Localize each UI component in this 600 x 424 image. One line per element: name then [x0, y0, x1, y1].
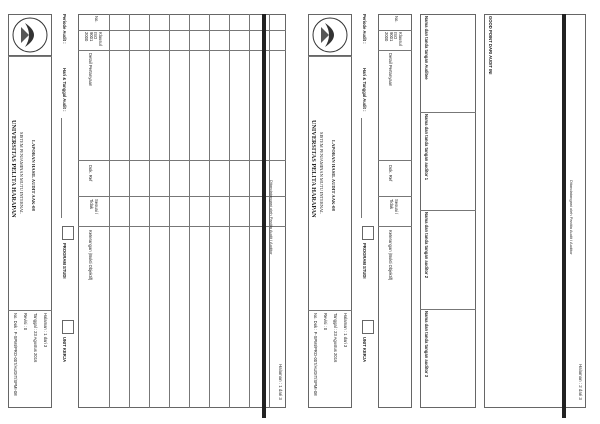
doc-number: No. Dok : F-SPMI/PRO-007/AUDIT/SPMI-08	[313, 313, 318, 396]
hari-label: Hari & Tanggal Audit :	[62, 68, 67, 112]
form-page-2	[300, 0, 600, 424]
col-detail: Detail Pertanyaan	[88, 53, 93, 87]
periode-label: Periode Audit :	[62, 14, 67, 44]
prodi-checkbox[interactable]	[62, 226, 74, 240]
col-dok: Dok. Ref	[388, 165, 393, 182]
footer-page-1: Halaman : 1 dari 3	[278, 364, 283, 400]
page-count: Halaman : 1 dari 3	[43, 313, 48, 348]
doc-number: No. Dok : F-SPMI/PRO-007/AUDIT/SPMI-08	[13, 313, 18, 396]
hari-label: Hari & Tanggal Audit :	[362, 68, 367, 112]
report-title: LAPORAN HASIL AUDIT AAK-08	[31, 140, 36, 211]
unit-checkbox[interactable]	[362, 320, 374, 334]
col-no: No.	[394, 16, 399, 23]
prodi-label: PROGRAM STUDI	[362, 243, 367, 279]
university-title: UNIVERSITAS PELITA HARAPAN	[310, 120, 317, 218]
sign-auditor-2: Nama dan tanda tangan auditor 2	[424, 212, 429, 279]
sign-auditor-1: Nama dan tanda tangan auditor 1	[424, 114, 429, 181]
report-title: LAPORAN HASIL AUDIT AAK-08	[331, 140, 336, 211]
university-title: UNIVERSITAS PELITA HARAPAN	[10, 120, 17, 218]
bar-caption-2: Ditandatangani oleh Panitia Audit / Auditor	[569, 180, 574, 255]
good-point-label: GOOD POINT DARI AUDIT INI	[488, 16, 493, 75]
prodi-label: PROGRAM STUDI	[62, 243, 67, 279]
sign-auditee: Nama dan tanda tangan Auditee	[424, 16, 429, 80]
periode-label: Periode Audit :	[362, 14, 367, 44]
revision: Revisi : 0	[323, 313, 328, 331]
unit-label: UNIT KERJA	[62, 337, 67, 363]
col-sesuai: Sesuai / Tidak	[89, 199, 99, 215]
col-klausul: Klausul ISO 9001 2000	[84, 32, 103, 46]
system-title: SISTEM PENJAMINAN MUTU INTERNAL	[319, 132, 324, 214]
sign-auditor-3: Nama dan tanda tangan auditor 3	[424, 311, 429, 378]
bar-caption-1: Ditandatangani oleh Panitia Audit / Auditor	[269, 180, 274, 255]
footer-page-2: Halaman : 2 dari 3	[578, 364, 583, 400]
col-klausul: Klausul ISO 9001 2000	[384, 32, 403, 46]
unit-label: UNIT KERJA	[362, 337, 367, 363]
date: Tanggal : 23 Agustus 2016	[333, 313, 338, 363]
col-detail: Detail Pertanyaan	[388, 53, 393, 87]
col-keterangan: Keterangan (Bukti Objektif)	[388, 230, 393, 281]
col-no: No.	[94, 16, 99, 23]
unit-checkbox[interactable]	[62, 320, 74, 334]
system-title: SISTEM PENJAMINAN MUTU INTERNAL	[19, 132, 24, 214]
col-keterangan: Keterangan (Bukti Objektif)	[88, 230, 93, 281]
revision: Revisi : 0	[23, 313, 28, 331]
col-dok: Dok. Ref	[88, 165, 93, 182]
date: Tanggal : 23 Agustus 2016	[33, 313, 38, 363]
col-sesuai: Sesuai / Tidak	[389, 199, 399, 215]
prodi-checkbox[interactable]	[362, 226, 374, 240]
page-count: Halaman : 1 dari 3	[343, 313, 348, 348]
